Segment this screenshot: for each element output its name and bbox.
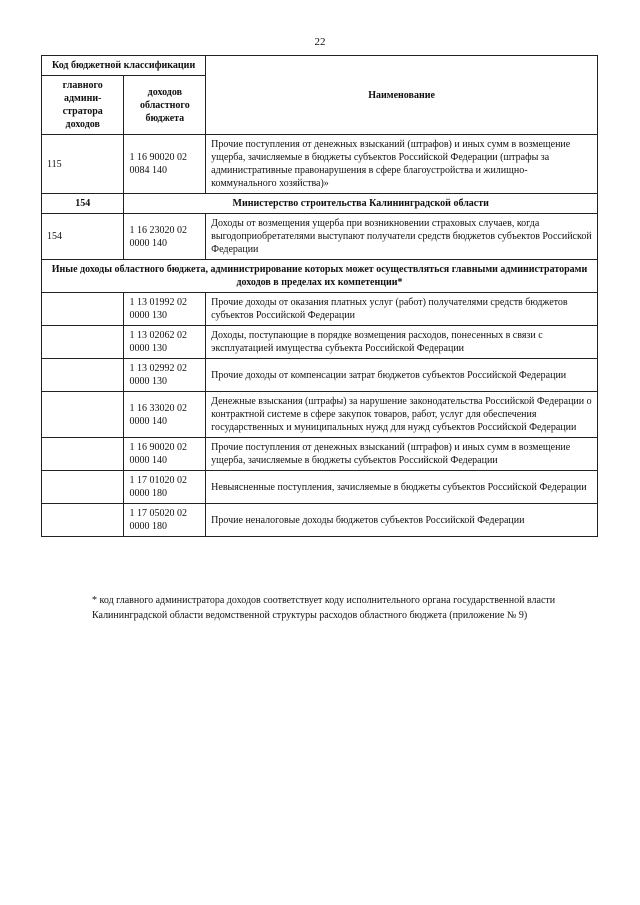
table-row: 1 17 01020 02 0000 180 Невыясненные поступления, зачисляемые в бюджеты субъектов Российской Федерации xyxy=(42,471,598,504)
table-row: 154 1 16 23020 02 0000 140 Доходы от возмещения ущерба при возникновении страховых случаев, когда выгодоприобретателями выступают получатели средств бюджетов субъектов Российской Федерации xyxy=(42,214,598,260)
page-number: 22 xyxy=(314,36,326,48)
table-row: 1 16 90020 02 0000 140 Прочие поступления от денежных взысканий (штрафов) и иных сумм в возмещение ущерба, зачисляемые в бюджеты субъектов Российской Федерации xyxy=(42,438,598,471)
table-row: 1 16 33020 02 0000 140 Денежные взыскания (штрафы) за нарушение законодательства Российской Федерации о контрактной системе в сфере закупок товаров, работ, услуг для обеспечения государственных и муниципальных нужд для нужд субъектов Российской Федерации xyxy=(42,392,598,438)
income-header: доходов областного бюджета xyxy=(124,76,206,135)
code-header: Код бюджетной классификации xyxy=(42,56,206,76)
table-row: 115 1 16 90020 02 0084 140 Прочие поступления от денежных взысканий (штрафов) и иных сумм в возмещение ущерба, зачисляемые в бюджеты субъектов Российской Федерации (штрафы за административные правонарушения в сфере благоустройства и жилищно-коммунального хозяйства)» xyxy=(42,135,598,194)
income-table xyxy=(41,55,598,537)
table-row: 1 13 01992 02 0000 130 Прочие доходы от оказания платных услуг (работ) получателями средств бюджетов субъектов Российской Федерации xyxy=(42,293,598,326)
section-row: 154 Министерство строительства Калининградской области xyxy=(42,194,598,214)
section-row: Иные доходы областного бюджета, администрирование которых может осуществляться главными администраторами доходов в пределах их компетенции* xyxy=(42,260,598,293)
admin-header: главного админи-стратора доходов xyxy=(42,76,124,135)
table-row: 1 13 02992 02 0000 130 Прочие доходы от компенсации затрат бюджетов субъектов Российской Федерации xyxy=(42,359,598,392)
table-row: 1 17 05020 02 0000 180 Прочие неналоговые доходы бюджетов субъектов Российской Федерации xyxy=(42,504,598,537)
name-header: Наименование xyxy=(206,56,598,135)
table-row: 1 13 02062 02 0000 130 Доходы, поступающие в порядке возмещения расходов, понесенных в связи с эксплуатацией имущества субъекта Российской Федерации xyxy=(42,326,598,359)
footnote: * код главного администратора доходов соответствует коду исполнительного органа государственной власти Калининградской области ведомственной структуры расходов областного бюджета (приложение № 9) xyxy=(92,595,556,621)
